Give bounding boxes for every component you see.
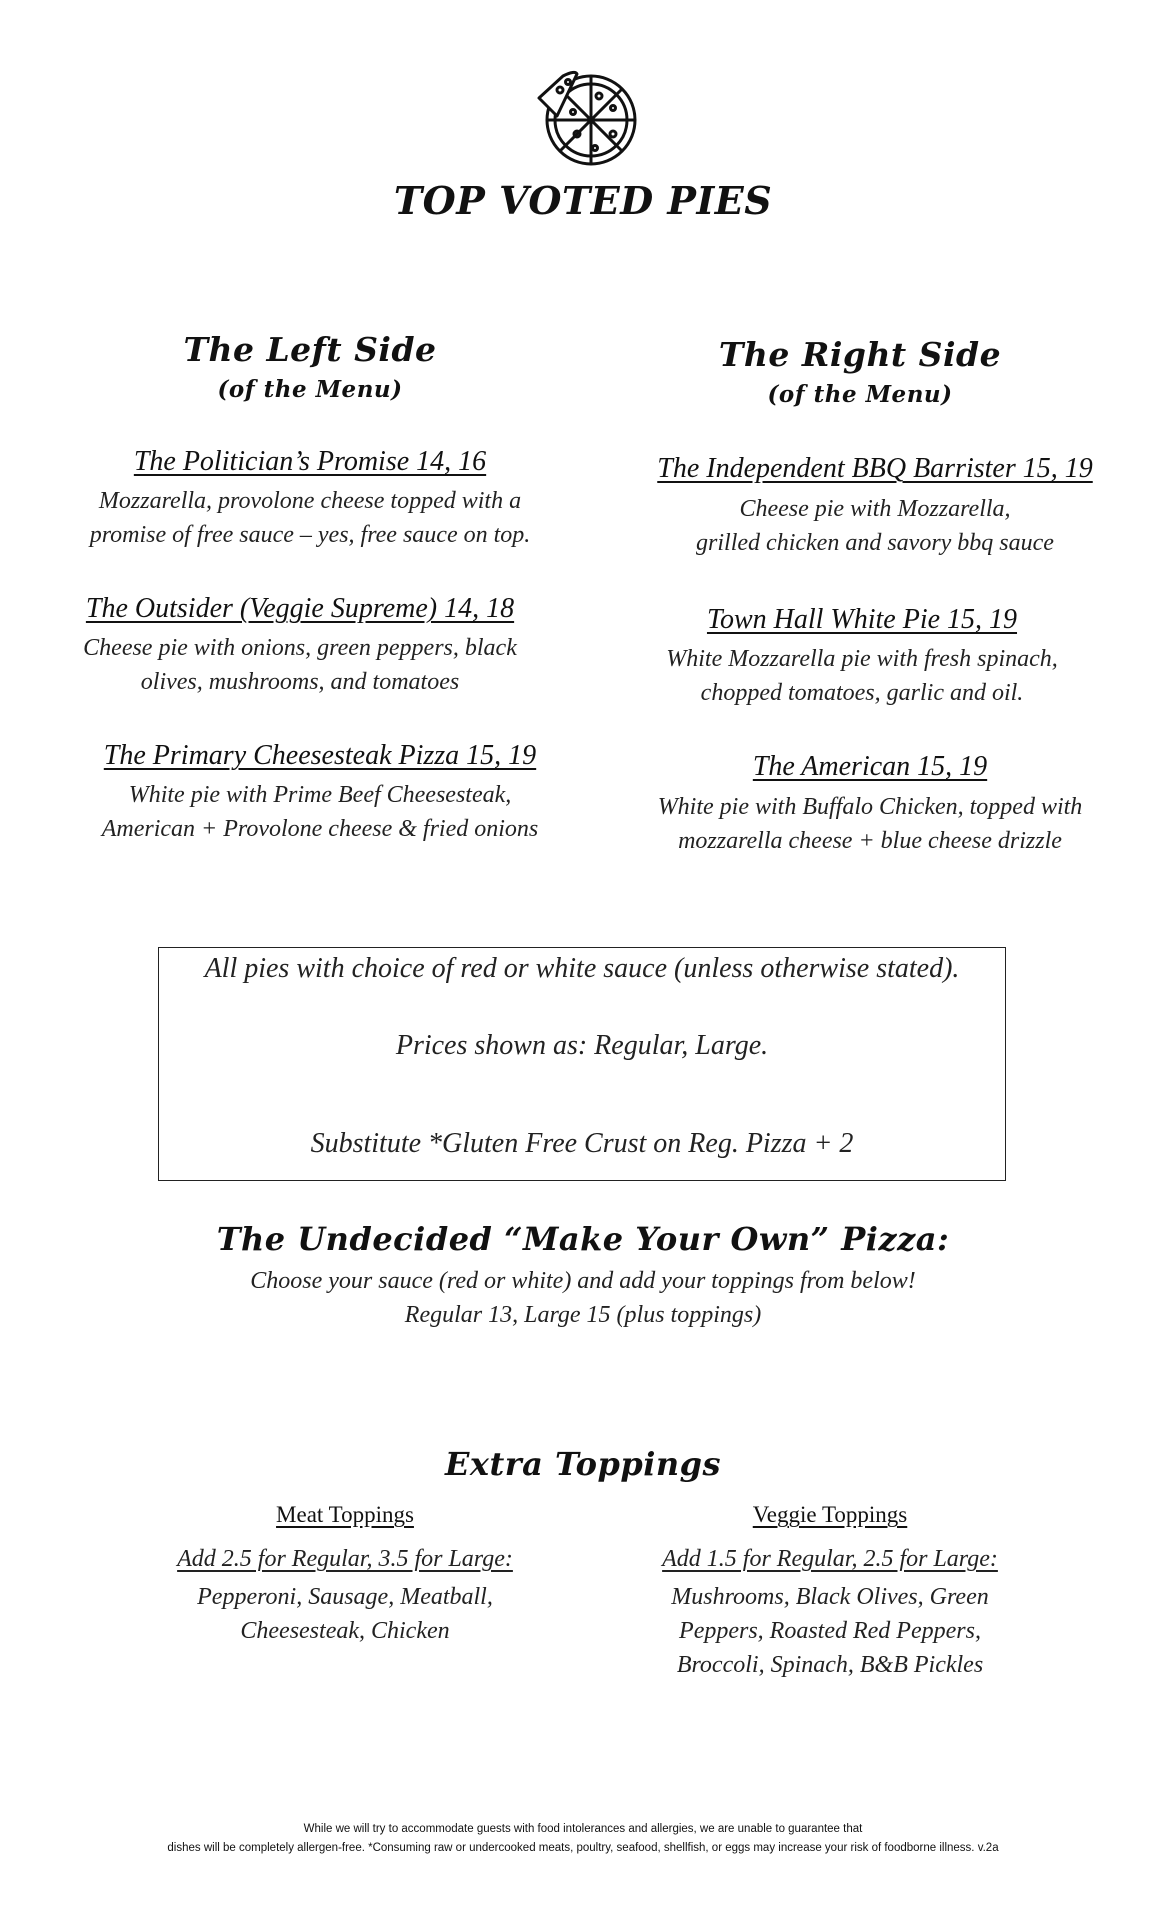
veggie-toppings-list: Mushrooms, Black Olives, Green Peppers, Roasted Red Peppers, Broccoli, Spinach, B&B Pickles <box>671 1584 989 1678</box>
make-your-own-price: Regular 13, Large 15 (plus toppings) <box>404 1302 762 1328</box>
right-side-title: The Right Side <box>718 335 1002 374</box>
left-side-title: The Left Side <box>183 330 437 369</box>
veggie-toppings-heading: Veggie Toppings <box>752 1502 908 1527</box>
right-side-subtitle: (of the Menu) <box>767 381 953 408</box>
allergen-disclaimer: While we will try to accommodate guests with food intolerances and allergies, we are unable to guarantee that <box>303 1823 863 1835</box>
make-your-own-desc: Choose your sauce (red or white) and add your toppings from below! <box>250 1268 916 1294</box>
foodborne-disclaimer: dishes will be completely allergen-free. *Consuming raw or undercooked meats, poultry, seafood, shellfish, or eggs may increase your risk of foodborne illness. v.2a <box>167 1842 999 1854</box>
menu-item-name: The Independent BBQ Barrister 15, 19 <box>657 453 1093 484</box>
info-box <box>158 947 1006 1181</box>
menu-item-name: Town Hall White Pie 15, 19 <box>706 604 1018 635</box>
menu-item-desc: Cheese pie with Mozzarella, grilled chicken and savory bbq sauce <box>696 496 1054 556</box>
pizza-icon <box>533 68 645 168</box>
menu-item-desc: White pie with Buffalo Chicken, topped with mozzarella cheese + blue cheese drizzle <box>657 794 1083 854</box>
gluten-free-note: Substitute *Gluten Free Crust on Reg. Pizza + 2 <box>310 1128 854 1159</box>
menu-item-desc: Mozzarella, provolone cheese topped with a promise of free sauce – yes, free sauce on top. <box>89 488 531 548</box>
left-side-subtitle: (of the Menu) <box>217 376 403 403</box>
meat-toppings-price: Add 2.5 for Regular, 3.5 for Large: <box>177 1546 513 1572</box>
menu-item-desc: Cheese pie with onions, green peppers, black olives, mushrooms, and tomatoes <box>83 635 517 695</box>
menu-item-desc: White pie with Prime Beef Cheesesteak, American + Provolone cheese & fried onions <box>101 782 539 842</box>
menu-item-desc: White Mozzarella pie with fresh spinach, chopped tomatoes, garlic and oil. <box>666 646 1058 706</box>
toppings-title: Extra Toppings <box>444 1445 722 1483</box>
menu-item-name: The Politician’s Promise 14, 16 <box>133 446 487 477</box>
meat-toppings-heading: Meat Toppings <box>276 1502 414 1527</box>
price-note: Prices shown as: Regular, Large. <box>395 1030 769 1061</box>
menu-item-name: The Primary Cheesesteak Pizza 15, 19 <box>103 740 537 771</box>
sauce-note: All pies with choice of red or white sauce (unless otherwise stated). <box>204 953 960 984</box>
veggie-toppings-price: Add 1.5 for Regular, 2.5 for Large: <box>662 1546 998 1572</box>
make-your-own-title: The Undecided “Make Your Own” Pizza: <box>216 1220 950 1258</box>
menu-item-name: The American 15, 19 <box>752 751 988 782</box>
page-title: TOP VOTED PIES <box>393 178 773 223</box>
menu-item-name: The Outsider (Veggie Supreme) 14, 18 <box>85 593 515 624</box>
meat-toppings-list: Pepperoni, Sausage, Meatball, Cheesesteak, Chicken <box>197 1584 493 1644</box>
